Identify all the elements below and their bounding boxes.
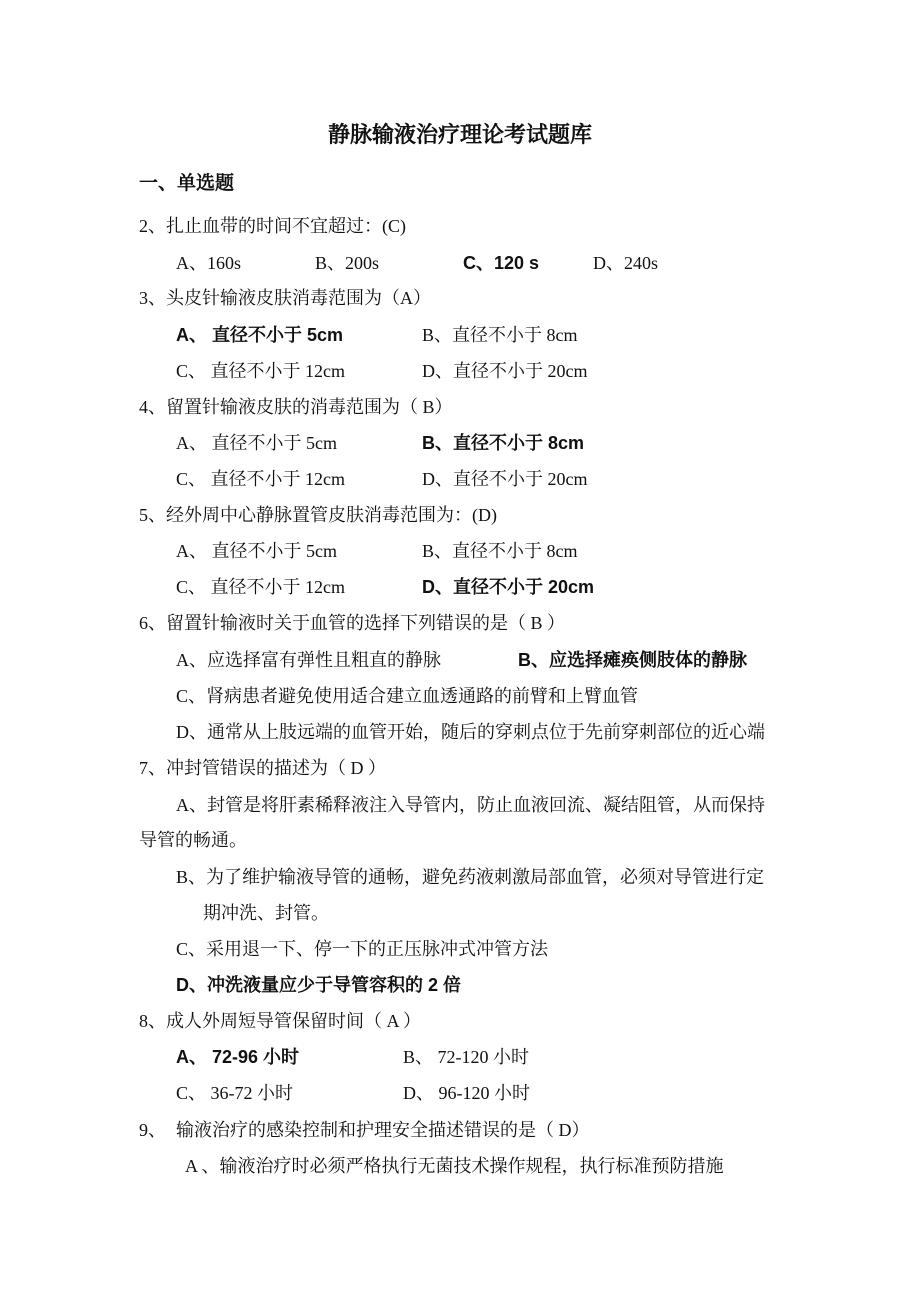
question-4: 4、留置针输液皮肤的消毒范围为（ B） xyxy=(139,397,453,417)
option-c: C、 36-72 小时 xyxy=(176,1083,293,1103)
option-b-correct: B、应选择瘫痪侧肢体的静脉 xyxy=(518,650,747,670)
question-9-number: 9、 xyxy=(139,1120,166,1140)
option-a-correct: A、 直径不小于 5cm xyxy=(176,325,344,345)
option-a: A、 直径不小于 5cm xyxy=(176,541,337,561)
option-a-line1: A、封管是将肝素稀释液注入导管内，防止血液回流、凝结阻管，从而保持 xyxy=(176,795,765,815)
option-d-correct: D、冲洗液量应少于导管容积的 2 倍 xyxy=(176,975,462,995)
option-a-correct: A、 72-96 小时 xyxy=(176,1047,300,1067)
option-b: B、直径不小于 8cm xyxy=(422,541,578,561)
option-c-correct: C、120 s xyxy=(463,253,540,273)
option-a: A 、输液治疗时必须严格执行无菌技术操作规程，执行标准预防措施 xyxy=(185,1156,724,1176)
option-b: B、200s xyxy=(315,253,380,273)
question-3: 3、头皮针输液皮肤消毒范围为（A） xyxy=(139,288,431,308)
option-d: D、直径不小于 20cm xyxy=(422,361,588,381)
option-d: D、240s xyxy=(593,253,659,273)
option-d-correct: D、直径不小于 20cm xyxy=(422,577,595,597)
option-b-line2: 期冲洗、封管。 xyxy=(203,903,329,923)
question-6: 6、留置针输液时关于血管的选择下列错误的是（ B ） xyxy=(139,613,566,633)
question-7: 7、冲封管错误的描述为（ D ） xyxy=(139,758,386,778)
option-b: B、 72-120 小时 xyxy=(403,1047,529,1067)
option-c: C、 直径不小于 12cm xyxy=(176,361,345,381)
question-5: 5、经外周中心静脉置管皮肤消毒范围为：(D) xyxy=(139,505,497,525)
option-b-correct: B、直径不小于 8cm xyxy=(422,433,585,453)
section-heading: 一、单选题 xyxy=(139,173,235,194)
question-8: 8、成人外周短导管保留时间（ A ） xyxy=(139,1011,422,1031)
option-a: A、160s xyxy=(176,253,242,273)
option-a: A、应选择富有弹性且粗直的静脉 xyxy=(176,650,441,670)
option-d: D、直径不小于 20cm xyxy=(422,469,588,489)
document-title: 静脉输液治疗理论考试题库 xyxy=(327,122,592,147)
option-a-line2: 导管的畅通。 xyxy=(139,830,247,850)
option-d: D、通常从上肢远端的血管开始，随后的穿刺点位于先前穿刺部位的近心端 xyxy=(176,722,765,742)
question-2: 2、扎止血带的时间不宜超过：(C) xyxy=(139,216,406,236)
option-c: C、采用退一下、停一下的正压脉冲式冲管方法 xyxy=(176,939,549,959)
option-b: B、直径不小于 8cm xyxy=(422,325,578,345)
question-9: 输液治疗的感染控制和护理安全描述错误的是（ D） xyxy=(176,1120,590,1140)
option-c: C、肾病患者避免使用适合建立血透通路的前臂和上臂血管 xyxy=(176,686,639,706)
option-d: D、 96-120 小时 xyxy=(403,1083,530,1103)
option-c: C、 直径不小于 12cm xyxy=(176,577,345,597)
option-a: A、 直径不小于 5cm xyxy=(176,433,337,453)
option-b-line1: B、为了维护输液导管的通畅，避免药液刺激局部血管，必须对导管进行定 xyxy=(176,867,765,887)
option-c: C、 直径不小于 12cm xyxy=(176,469,345,489)
